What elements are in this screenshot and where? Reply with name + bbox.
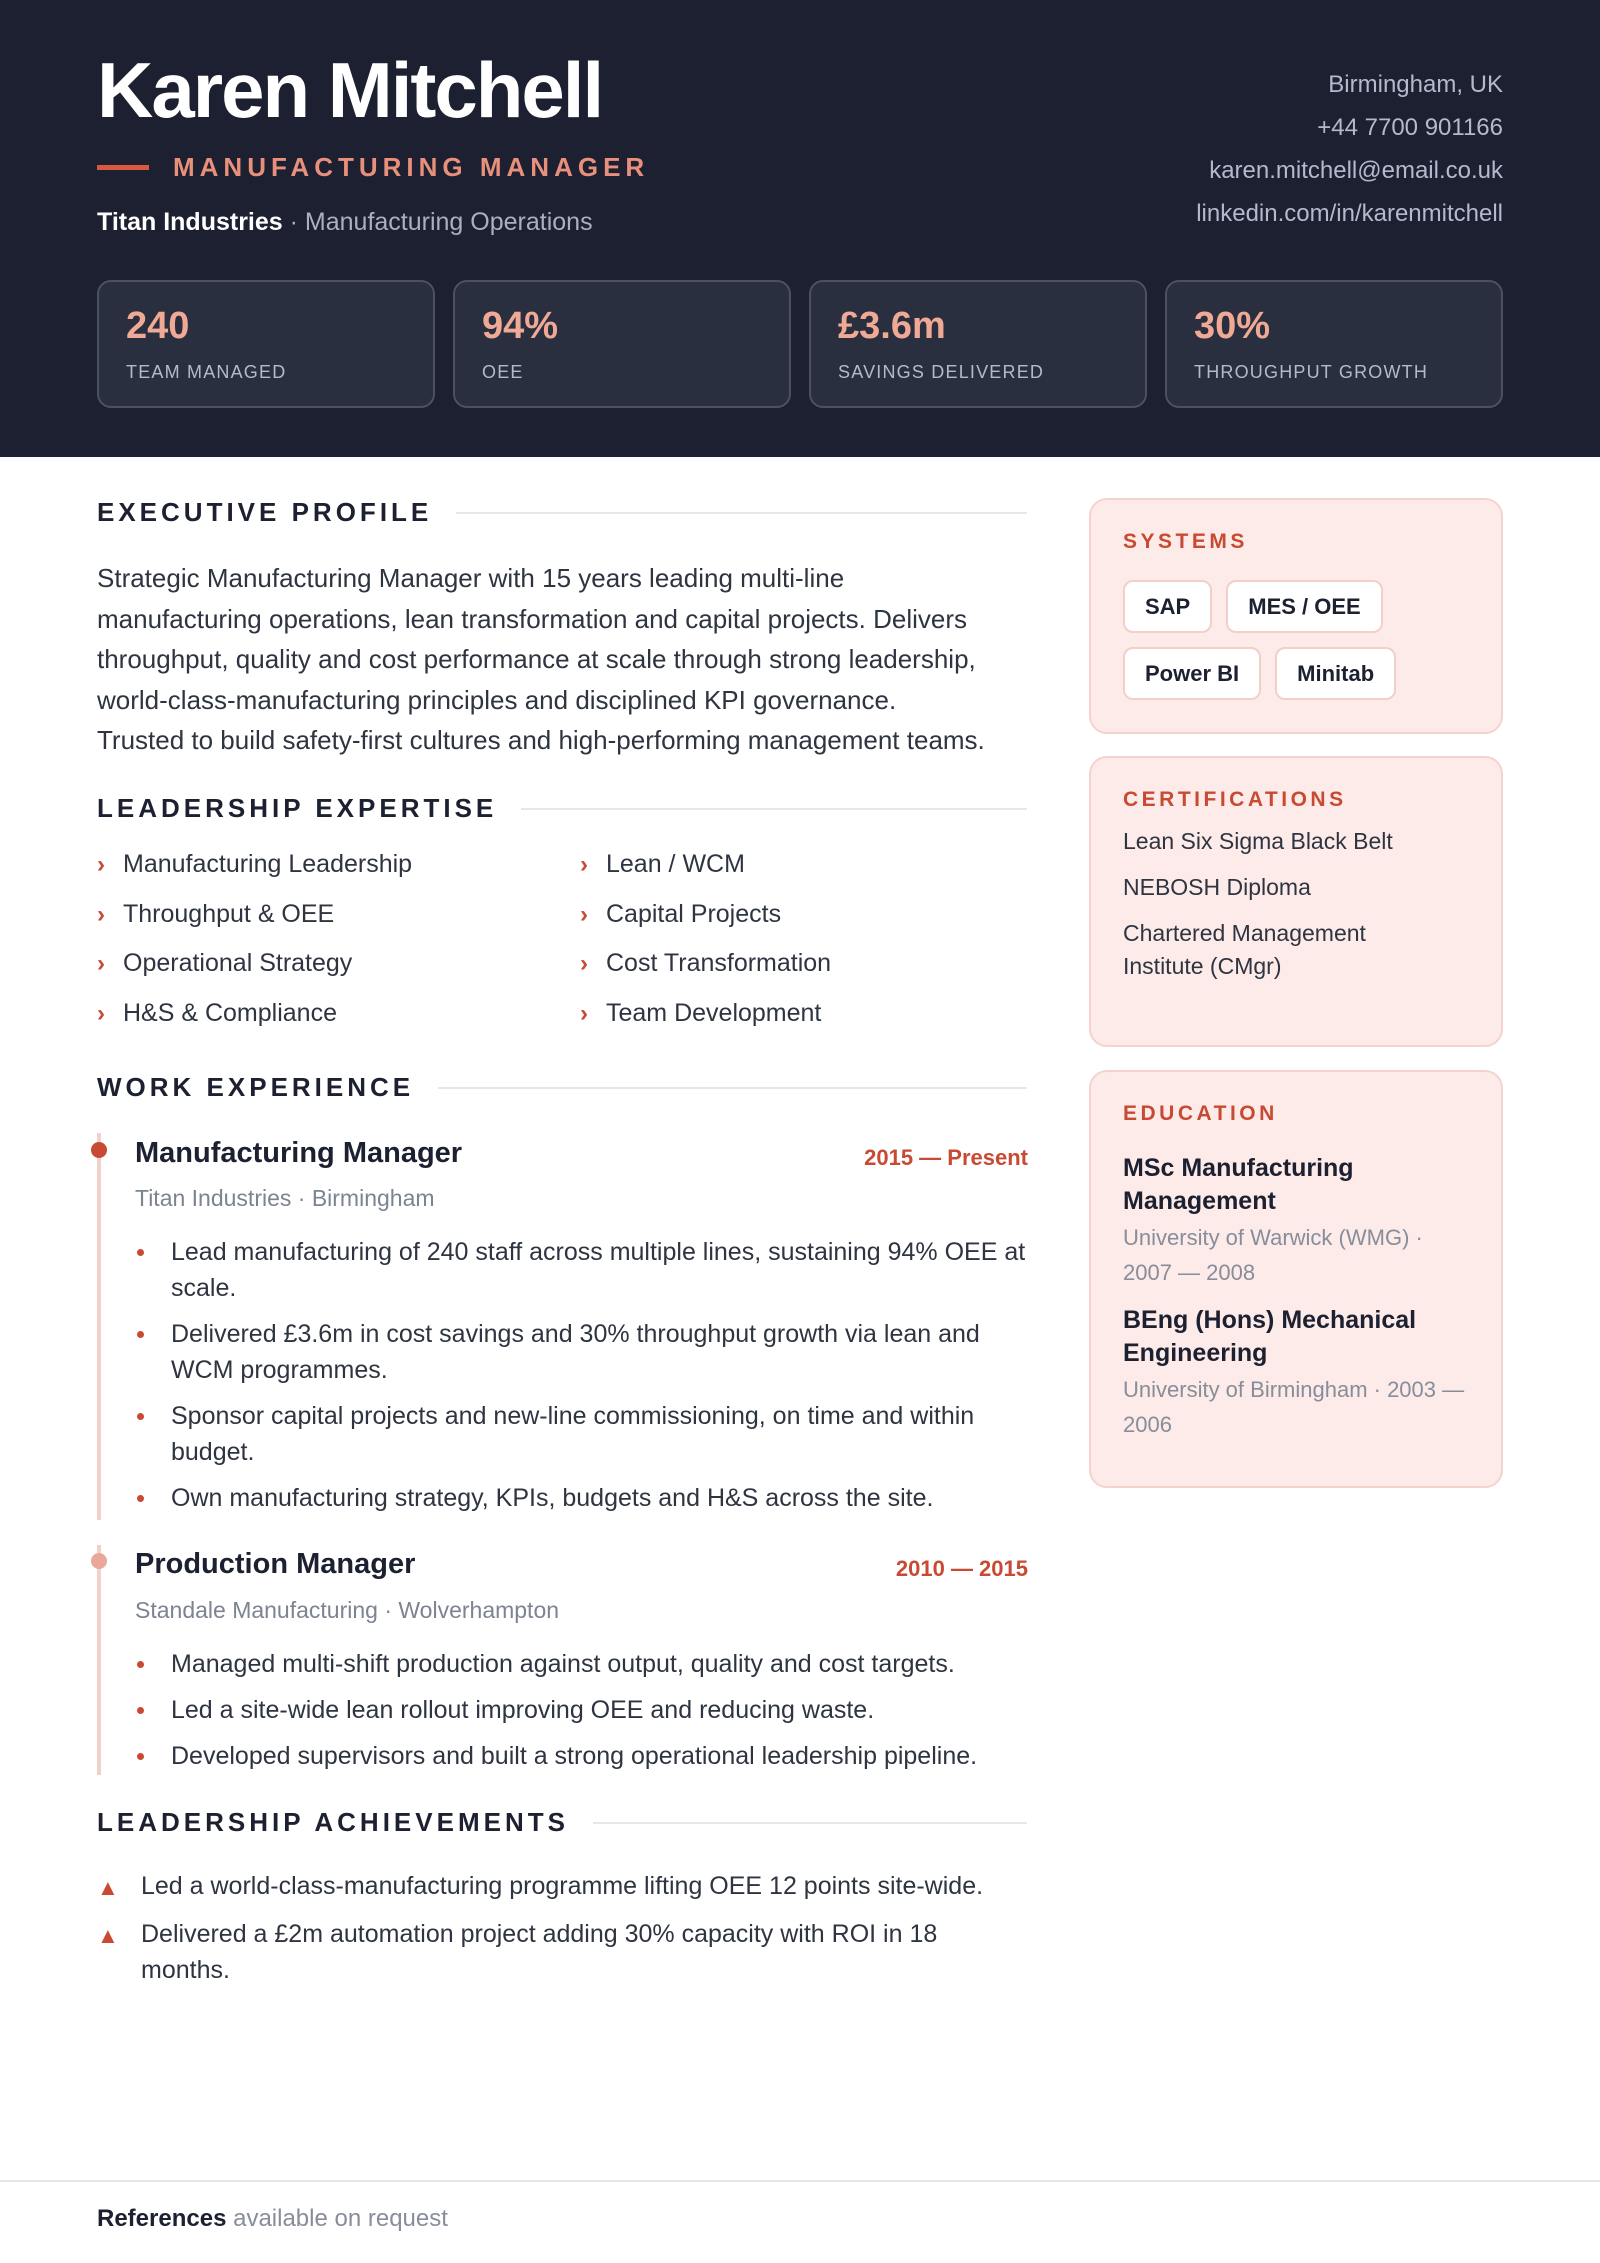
footer-bold: References: [97, 2205, 227, 2232]
job-bullet-list: [135, 1646, 1030, 1784]
title-accent-rule: [97, 165, 149, 170]
candidate-name: Karen Mitchell: [97, 46, 603, 134]
timeline-line: [97, 1133, 101, 1520]
stat-value: 30%: [1194, 305, 1271, 347]
card-title: EDUCATION: [1123, 1102, 1278, 1125]
profile-paragraph: [97, 558, 1032, 761]
header: [0, 0, 1600, 457]
stat-card-savings: [809, 280, 1147, 408]
education-entry: [1123, 1152, 1469, 1290]
current-org-line: [97, 208, 593, 237]
current-company: Titan Industries: [97, 208, 283, 236]
certification-item: Chartered Management Institute (CMgr): [1123, 920, 1366, 979]
card-title: SYSTEMS: [1123, 530, 1248, 553]
timeline-dot-past: [91, 1553, 107, 1569]
job-bullet: Managed multi-shift production against output, quality and cost targets.: [135, 1646, 1030, 1682]
card-title: CERTIFICATIONS: [1123, 788, 1347, 811]
system-chip: Minitab: [1275, 647, 1396, 700]
timeline-dot-current: [91, 1142, 107, 1158]
section-heading: EXECUTIVE PROFILE: [97, 497, 433, 527]
certification-item: NEBOSH Diploma: [1123, 874, 1311, 900]
job-bullet: Delivered £3.6m in cost savings and 30% throughput growth via lean and WCM programmes.: [135, 1316, 1030, 1388]
section-rule: [438, 1087, 1027, 1089]
expertise-item: › H&S & Compliance: [97, 999, 337, 1027]
chevron-right-icon: ›: [97, 851, 105, 878]
system-chip: SAP: [1123, 580, 1212, 633]
job-organisation: Standale Manufacturing · Wolverhampton: [135, 1597, 560, 1623]
stat-label: THROUGHPUT GROWTH: [1194, 361, 1429, 382]
profile-line: world-class-manufacturing principles and disciplined KPI governance.: [97, 684, 897, 715]
expertise-item: › Lean / WCM: [580, 850, 745, 878]
section-executive-profile: [97, 497, 1027, 528]
job-dates: 2015 — Present: [864, 1145, 1028, 1170]
contact-block: [1196, 63, 1503, 235]
job-bullet: Sponsor capital projects and new-line commissioning, on time and within budget.: [135, 1398, 1030, 1470]
section-leadership-expertise: [97, 793, 1027, 824]
expertise-item: › Team Development: [580, 999, 822, 1027]
chevron-right-icon: ›: [580, 851, 588, 878]
education-entry: [1123, 1304, 1469, 1442]
stat-card-oee: [453, 280, 791, 408]
job-organisation: Titan Industries · Birmingham: [135, 1185, 435, 1211]
profile-line: throughput, quality and cost performance at scale through strong leadership,: [97, 644, 976, 674]
current-department: Manufacturing Operations: [304, 208, 593, 236]
expertise-item: › Capital Projects: [580, 900, 782, 928]
education-degree: MSc Manufacturing Management: [1123, 1154, 1354, 1215]
section-leadership-achievements: [97, 1807, 1027, 1838]
chevron-right-icon: ›: [97, 950, 105, 977]
footer-note: [97, 2205, 448, 2233]
job-bullet: Own manufacturing strategy, KPIs, budgets and H&S across the site.: [135, 1480, 1030, 1516]
system-chip: Power BI: [1123, 647, 1261, 700]
job-bullet: Led a site-wide lean rollout improving OEE and reducing waste.: [135, 1692, 1030, 1728]
expertise-item: › Throughput & OEE: [97, 900, 335, 928]
triangle-up-icon: ▲: [97, 1923, 119, 1948]
expertise-item: › Cost Transformation: [580, 949, 832, 977]
stat-label: OEE: [482, 361, 524, 382]
job-bullet: Lead manufacturing of 240 staff across multiple lines, sustaining 94% OEE at scale.: [135, 1234, 1030, 1306]
section-rule: [593, 1822, 1027, 1824]
contact-phone[interactable]: +44 7700 901166: [1317, 114, 1503, 141]
stat-value: 94%: [482, 305, 559, 347]
contact-email[interactable]: karen.mitchell@email.co.uk: [1209, 157, 1503, 184]
chevron-right-icon: ›: [97, 1000, 105, 1027]
job-title: Production Manager: [135, 1548, 416, 1580]
stat-label: TEAM MANAGED: [126, 361, 287, 382]
education-meta: University of Birmingham · 2003 — 2006: [1123, 1377, 1465, 1437]
job-bullet-list: [135, 1234, 1030, 1526]
chevron-right-icon: ›: [580, 950, 588, 977]
job-bullet: Developed supervisors and built a strong operational leadership pipeline.: [135, 1738, 1030, 1774]
expertise-item: › Operational Strategy: [97, 949, 353, 977]
expertise-item: › Manufacturing Leadership: [97, 850, 413, 878]
section-work-experience: [97, 1072, 1027, 1103]
section-rule: [521, 808, 1027, 810]
education-card: [1089, 1070, 1503, 1488]
job-title-heading: MANUFACTURING MANAGER: [173, 152, 650, 182]
chevron-right-icon: ›: [580, 901, 588, 928]
chevron-right-icon: ›: [97, 901, 105, 928]
job-title: Manufacturing Manager: [135, 1137, 463, 1169]
section-heading: WORK EXPERIENCE: [97, 1072, 415, 1102]
education-meta: University of Warwick (WMG) · 2007 — 2008: [1123, 1225, 1423, 1285]
certifications-card: [1089, 756, 1503, 1047]
footer-divider: [0, 2180, 1600, 2182]
contact-linkedin[interactable]: linkedin.com/in/karenmitchell: [1196, 200, 1503, 227]
stats-row: [97, 280, 1503, 408]
section-heading: LEADERSHIP EXPERTISE: [97, 793, 498, 823]
achievement-item: ▲ Delivered a £2m automation project adding 30% capacity with ROI in 18 months.: [97, 1920, 938, 1984]
systems-chip-list: [1123, 580, 1469, 700]
stat-value: £3.6m: [838, 305, 946, 347]
achievement-item: ▲ Led a world-class-manufacturing programme lifting OEE 12 points site-wide.: [97, 1868, 1032, 1904]
achievements-list: [97, 1868, 1032, 2000]
chevron-right-icon: ›: [580, 1000, 588, 1027]
stat-card-team: [97, 280, 435, 408]
profile-line: Strategic Manufacturing Manager with 15 years leading multi-line: [97, 563, 845, 593]
org-separator: ·: [282, 208, 305, 236]
profile-line: manufacturing operations, lean transformation and capital projects. Delivers: [97, 603, 968, 634]
systems-card: [1089, 498, 1503, 734]
stat-card-throughput: [1165, 280, 1503, 408]
job-dates: 2010 — 2015: [895, 1556, 1028, 1581]
system-chip: MES / OEE: [1226, 580, 1382, 633]
profile-line: Trusted to build safety-first cultures and high-performing management teams.: [97, 725, 985, 755]
section-heading: LEADERSHIP ACHIEVEMENTS: [97, 1807, 569, 1837]
contact-location: Birmingham, UK: [1328, 71, 1503, 98]
certification-item: Lean Six Sigma Black Belt: [1123, 828, 1393, 854]
stat-value: 240: [126, 305, 190, 347]
footer-rest: available on request: [233, 2205, 448, 2232]
triangle-up-icon: ▲: [97, 1875, 119, 1900]
title-row: [97, 152, 649, 183]
education-degree: BEng (Hons) Mechanical Engineering: [1123, 1306, 1417, 1367]
stat-label: SAVINGS DELIVERED: [838, 361, 1045, 382]
section-rule: [456, 512, 1027, 514]
timeline-line: [97, 1545, 101, 1775]
